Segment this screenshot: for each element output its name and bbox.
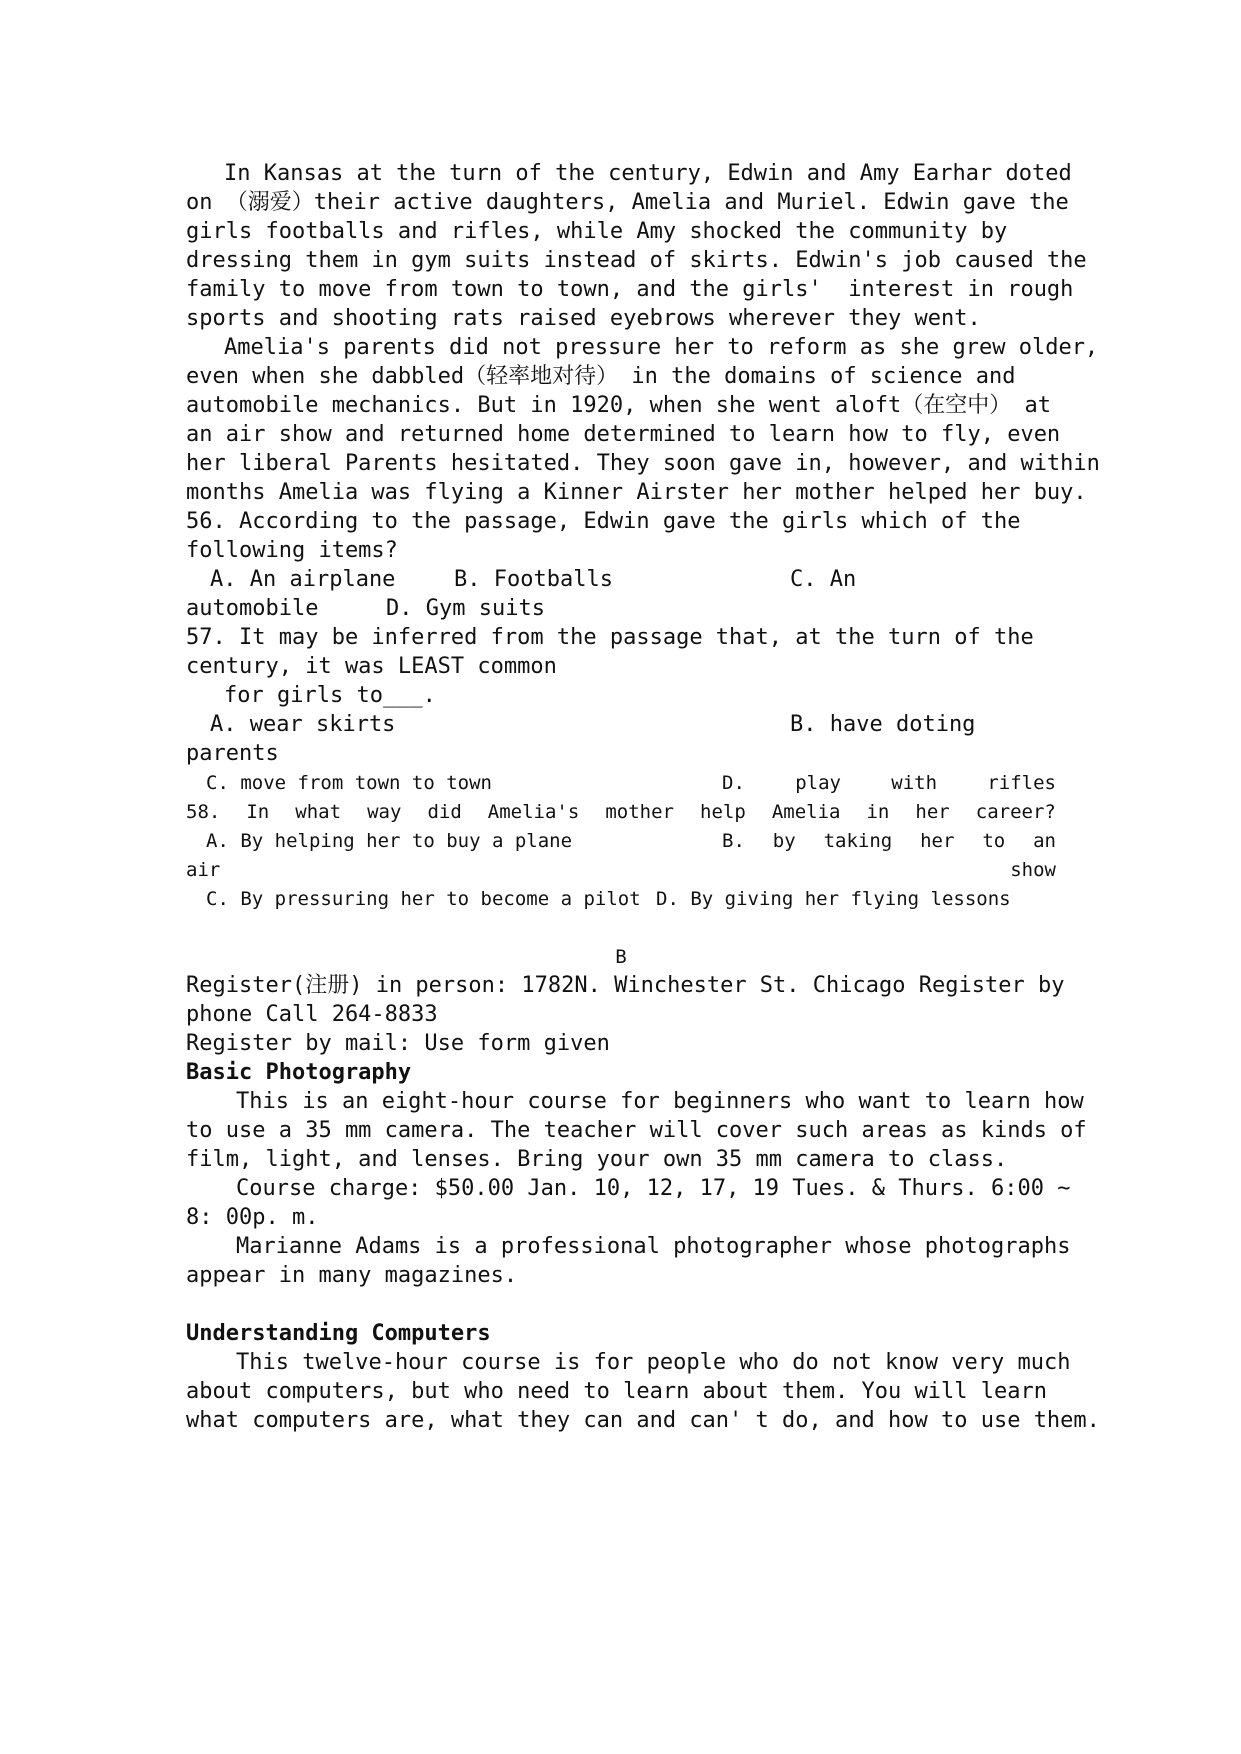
option-56-c-cont: automobile: [186, 596, 319, 621]
question-57-stem-cont: for girls to___.: [224, 683, 436, 708]
register-line: phone Call 264-8833: [186, 1002, 438, 1027]
passage-a-line: In Kansas at the turn of the century, Edwin and Amy Earhar doted: [224, 161, 1072, 186]
option-58-b-word: to: [982, 830, 1006, 852]
course-teacher-line: appear in many magazines.: [186, 1263, 518, 1288]
option-57-d-word: play: [795, 772, 841, 794]
question-58-word: Amelia: [771, 801, 841, 823]
passage-a-line: sports and shooting rats raised eyebrows wherever they went.: [186, 306, 981, 331]
question-58-stem: [186, 796, 1056, 828]
passage-a-line: Amelia's parents did not pressure her to reform as she grew older,: [224, 335, 1099, 360]
option-57-a: A. wear skirts: [210, 712, 396, 737]
passage-a-line: girls footballs and rifles, while Amy shocked the community by: [186, 219, 1008, 244]
course-desc-line: This twelve-hour course is for people who do not know very much: [236, 1350, 1071, 1375]
passage-a-line: family to move from town to town, and the girls' interest in rough: [186, 277, 1074, 302]
option-57-c: C. move from town to town: [206, 772, 492, 794]
option-58-b: [722, 825, 1056, 857]
option-58-c: C. By pressuring her to become a pilot: [206, 888, 641, 910]
course-desc-line: about computers, but who need to learn about them. You will learn: [186, 1379, 1047, 1404]
question-56-stem: following items?: [186, 538, 398, 563]
option-56-a: A. An airplane: [210, 567, 396, 592]
course-desc-line: This is an eight-hour course for beginners who want to learn how: [236, 1089, 1084, 1114]
register-line: Register by mail: Use form given: [186, 1031, 610, 1056]
course-desc-line: film, light, and lenses. Bring your own 35 mm camera to class.: [186, 1147, 1008, 1172]
question-58-word: In: [246, 801, 270, 823]
course-charge-line: Course charge: $50.00 Jan. 10, 12, 17, 19 Tues. & Thurs. 6:00 ~: [236, 1176, 1071, 1201]
option-57-d: [722, 767, 1056, 799]
question-58-word: help: [700, 801, 746, 823]
option-58-b-word: B.: [722, 830, 745, 852]
option-58-b-word: by: [772, 830, 796, 852]
option-58-b-cont-left: air: [186, 859, 221, 881]
option-58-b-word: her: [920, 830, 955, 852]
course-charge-line: 8: 00p. m.: [186, 1205, 319, 1230]
passage-a-line: her liberal Parents hesitated. They soon gave in, however, and within: [186, 451, 1100, 476]
option-57-d-word: rifles: [987, 772, 1056, 794]
question-57-stem: century, it was LEAST common: [186, 654, 557, 679]
question-57-stem: 57. It may be inferred from the passage that, at the turn of the: [186, 625, 1034, 650]
option-57-d-word: with: [891, 772, 938, 794]
option-56-c: C. An: [790, 567, 857, 592]
option-58-b-word: an: [1033, 830, 1056, 852]
option-57-b: B. have doting: [790, 712, 976, 737]
question-58-word: what: [295, 801, 342, 823]
passage-a-line: even when she dabbled（轻率地对待） in the domains of science and: [186, 364, 1016, 389]
course-desc-line: what computers are, what they can and can' t do, and how to use them.: [186, 1408, 1100, 1433]
option-58-a: A. By helping her to buy a plane: [206, 830, 573, 852]
passage-a-line: automobile mechanics. But in 1920, when she went aloft（在空中） at: [186, 393, 1051, 418]
question-58-word: career?: [975, 801, 1056, 823]
option-58-b-cont: [186, 854, 1056, 886]
passage-a-line: months Amelia was flying a Kinner Airster her mother helped her buy.: [186, 480, 1087, 505]
question-58-word: her: [915, 801, 950, 823]
option-58-d: D. By giving her flying lessons: [656, 888, 1011, 910]
question-58-word: way: [367, 801, 402, 823]
question-56-stem: 56. According to the passage, Edwin gave the girls which of the: [186, 509, 1021, 534]
question-58-word: in: [866, 801, 890, 823]
course-teacher-line: Marianne Adams is a professional photographer whose photographs: [236, 1234, 1071, 1259]
question-58-word: mother: [605, 801, 674, 823]
section-b-label: B: [615, 946, 627, 968]
course-desc-line: to use a 35 mm camera. The teacher will cover such areas as kinds of: [186, 1118, 1087, 1143]
option-56-d: D. Gym suits: [386, 596, 545, 621]
register-line: Register(注册) in person: 1782N. Winchester St. Chicago Register by: [186, 973, 1065, 998]
question-58-word: Amelia's: [487, 801, 580, 823]
passage-a-line: an air show and returned home determined to learn how to fly, even: [186, 422, 1061, 447]
course-title-photography: Basic Photography: [186, 1060, 412, 1085]
option-58-b-cont-right: show: [1010, 859, 1056, 881]
passage-a-line: on （溺爱）their active daughters, Amelia and Muriel. Edwin gave the: [186, 190, 1069, 215]
course-title-computers: Understanding Computers: [186, 1321, 491, 1346]
question-58-word: 58.: [186, 801, 221, 823]
option-57-d-word: D.: [722, 772, 745, 794]
option-58-b-word: taking: [823, 830, 893, 852]
option-56-b: B. Footballs: [454, 567, 613, 592]
option-57-b-cont: parents: [186, 741, 279, 766]
passage-a-line: dressing them in gym suits instead of skirts. Edwin's job caused the: [186, 248, 1087, 273]
question-58-word: did: [427, 801, 462, 823]
